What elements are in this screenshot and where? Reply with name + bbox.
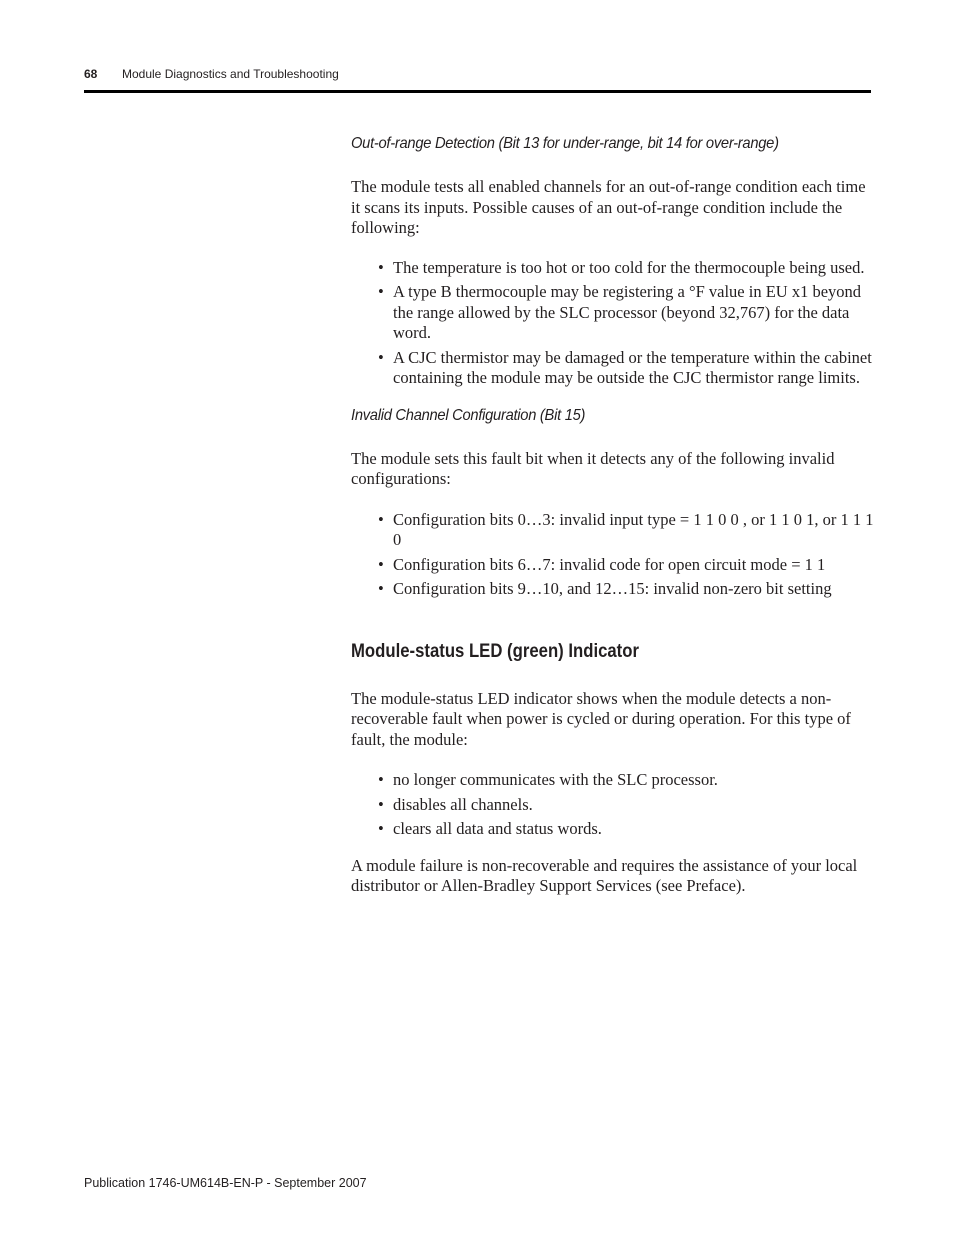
- list-item-text: Configuration bits 0…3: invalid input type = 1 1 0 0 , or 1 1 0 1, or 1 1 1 0: [393, 509, 874, 549]
- bullet-icon: •: [378, 819, 384, 838]
- list-item: [378, 819, 875, 840]
- out-of-range-list: [351, 258, 875, 389]
- module-status-closing: A module failure is non-recoverable and requires the assistance of your local distributor or Allen-Bradley Support Services (see Preface).: [351, 855, 858, 895]
- list-item-text: A type B thermocouple may be registering a °F value in EU x1 beyond the range allowed by the SLC processor (beyond 32,767) for the data word.: [393, 282, 862, 342]
- module-status-intro: The module-status LED indicator shows when the module detects a non-recoverable fault when power is cycled or during operation. For this type of fault, the module:: [351, 688, 851, 749]
- list-item-text: clears all data and status words.: [393, 819, 602, 838]
- page-number: 68: [84, 67, 98, 81]
- list-item-text: A CJC thermistor may be damaged or the temperature within the cabinet containing the module may be outside the CJC thermistor range limits.: [393, 347, 872, 387]
- bullet-icon: •: [378, 282, 384, 301]
- list-item-text: Configuration bits 6…7: invalid code for open circuit mode = 1 1: [393, 554, 826, 574]
- invalid-config-intro: The module sets this fault bit when it detects any of the following invalid configurations:: [351, 448, 835, 488]
- page-footer: Publication 1746-UM614B-EN-P - September 2007: [84, 1176, 367, 1190]
- list-item: [378, 579, 875, 600]
- list-item-text: disables all channels.: [393, 794, 533, 814]
- page-header: [84, 66, 871, 93]
- list-item: [378, 348, 875, 389]
- bullet-icon: •: [378, 257, 384, 277]
- list-item: [378, 282, 875, 344]
- list-item: [378, 795, 875, 816]
- invalid-config-list: [351, 510, 875, 600]
- list-item: [378, 258, 875, 279]
- out-of-range-heading: Out-of-range Detection (Bit 13 for under-range, bit 14 for over-range): [351, 135, 779, 152]
- bullet-icon: •: [378, 579, 384, 598]
- bullet-icon: •: [378, 347, 384, 367]
- out-of-range-intro: The module tests all enabled channels for an out-of-range condition each time it scans its inputs. Possible causes of an out-of-range condition include the following:: [351, 177, 866, 237]
- bullet-icon: •: [378, 770, 384, 789]
- page-content: [351, 133, 875, 897]
- invalid-config-heading: Invalid Channel Configuration (Bit 15): [351, 406, 586, 424]
- bullet-icon: •: [378, 554, 384, 574]
- list-item: [378, 770, 875, 791]
- list-item-text: Configuration bits 9…10, and 12…15: invalid non-zero bit setting: [393, 579, 832, 598]
- bullet-icon: •: [378, 509, 384, 529]
- module-status-heading: Module-status LED (green) Indicator: [351, 640, 639, 662]
- running-head: Module Diagnostics and Troubleshooting: [122, 67, 339, 81]
- list-item-text: The temperature is too hot or too cold for the thermocouple being used.: [393, 257, 865, 277]
- bullet-icon: •: [378, 794, 384, 814]
- list-item: [378, 555, 875, 576]
- list-item: [378, 510, 875, 551]
- list-item-text: no longer communicates with the SLC processor.: [393, 770, 718, 789]
- module-status-list: [351, 770, 875, 840]
